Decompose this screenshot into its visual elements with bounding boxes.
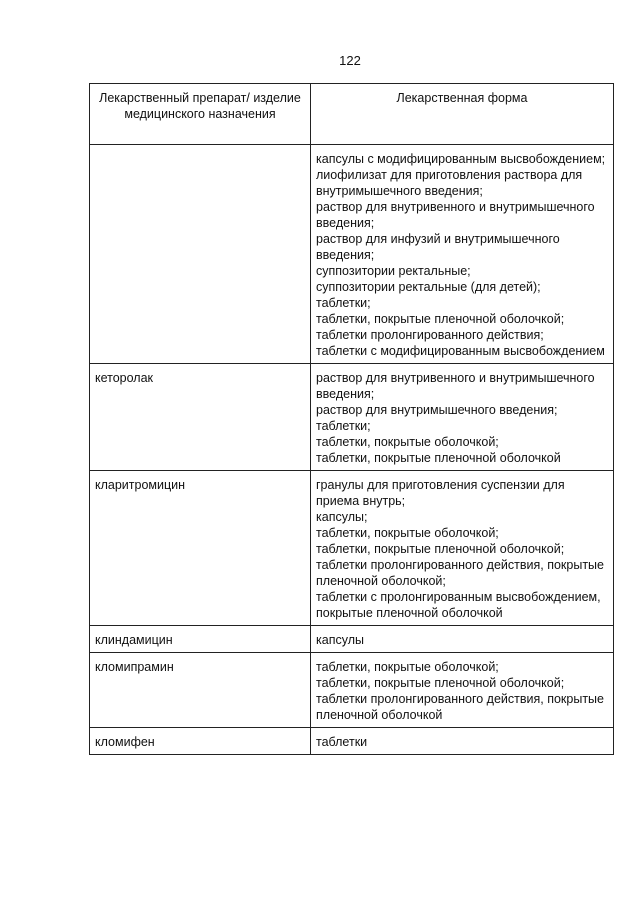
dosage-form-item: таблетки с пролонгированным высвобождением, покрытые пленочной оболочкой <box>316 590 601 620</box>
dosage-form-item: таблетки; <box>316 296 371 310</box>
dosage-form-item: суппозитории ректальные; <box>316 264 471 278</box>
dosage-form-item: таблетки с модифицированным высвобождением <box>316 344 605 358</box>
table-row <box>90 728 614 755</box>
dosage-form-item: гранулы для приготовления суспензии для приема внутрь; <box>316 478 565 508</box>
dosage-form-item: таблетки, покрытые оболочкой; <box>316 526 499 540</box>
dosage-form-item: суппозитории ректальные (для детей); <box>316 280 541 294</box>
dosage-form-item: раствор для внутривенного и внутримышечного введения; <box>316 200 595 230</box>
drug-forms-table <box>89 83 614 755</box>
header-form: Лекарственная форма <box>311 84 614 145</box>
dosage-form-item: раствор для внутримышечного введения; <box>316 403 558 417</box>
table-row <box>90 653 614 728</box>
table-row <box>90 471 614 626</box>
dosage-form-item: таблетки, покрытые пленочной оболочкой <box>316 451 561 465</box>
dosage-form-item: раствор для внутривенного и внутримышечного введения; <box>316 371 595 401</box>
dosage-forms-cell <box>311 364 614 471</box>
header-drug: Лекарственный препарат/ изделие медицинского назначения <box>90 84 311 145</box>
dosage-form-item: таблетки; <box>316 419 371 433</box>
dosage-form-item: таблетки, покрытые оболочкой; <box>316 435 499 449</box>
dosage-form-item: таблетки, покрытые оболочкой; <box>316 660 499 674</box>
table-row <box>90 626 614 653</box>
dosage-forms-cell <box>311 626 614 653</box>
drug-name-cell: клиндамицин <box>90 626 311 653</box>
dosage-form-item: раствор для инфузий и внутримышечного введения; <box>316 232 560 262</box>
table-header-row <box>90 84 614 145</box>
table-body <box>90 145 614 755</box>
table-row <box>90 145 614 364</box>
drug-name-cell: кломифен <box>90 728 311 755</box>
dosage-forms-cell <box>311 471 614 626</box>
dosage-form-item: таблетки, покрытые пленочной оболочкой; <box>316 542 565 556</box>
dosage-form-item: капсулы <box>316 633 364 647</box>
dosage-form-item: капсулы; <box>316 510 368 524</box>
drug-name-cell <box>90 145 311 364</box>
dosage-form-item: таблетки, покрытые пленочной оболочкой; <box>316 676 565 690</box>
drug-name-cell: кломипрамин <box>90 653 311 728</box>
dosage-forms-cell <box>311 145 614 364</box>
page-number: 122 <box>339 53 361 68</box>
drug-name-cell: кеторолак <box>90 364 311 471</box>
dosage-form-item: таблетки пролонгированного действия, покрытые пленочной оболочкой; <box>316 558 604 588</box>
drug-name-cell: кларитромицин <box>90 471 311 626</box>
dosage-form-item: лиофилизат для приготовления раствора для внутримышечного введения; <box>316 168 583 198</box>
table-row <box>90 364 614 471</box>
dosage-forms-cell <box>311 653 614 728</box>
dosage-form-item: таблетки <box>316 735 368 749</box>
dosage-form-item: таблетки пролонгированного действия, покрытые пленочной оболочкой <box>316 692 604 722</box>
dosage-form-item: капсулы с модифицированным высвобождением; <box>316 152 606 166</box>
dosage-form-item: таблетки, покрытые пленочной оболочкой; <box>316 312 565 326</box>
dosage-forms-cell <box>311 728 614 755</box>
dosage-form-item: таблетки пролонгированного действия; <box>316 328 544 342</box>
